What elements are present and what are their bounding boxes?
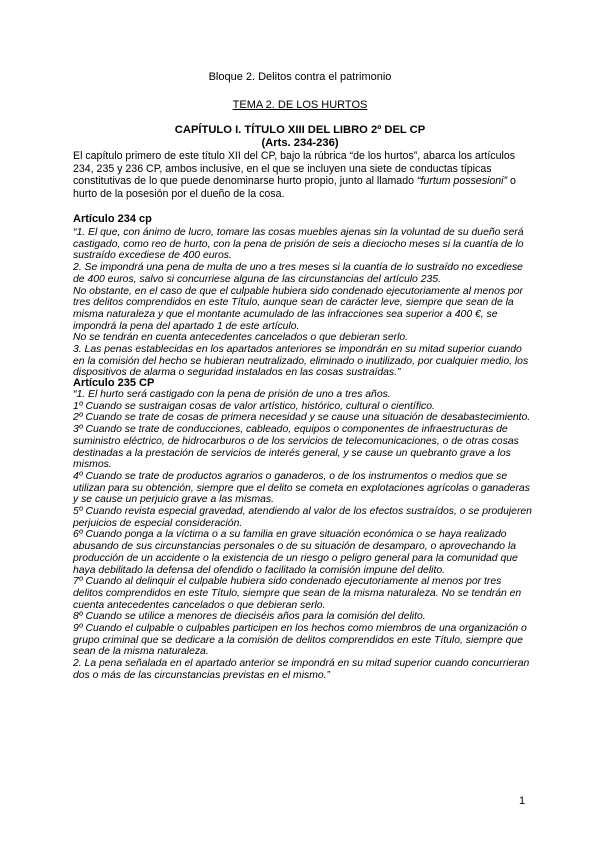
article-234-heading: Artículo 234 cp xyxy=(73,213,152,225)
intro-text-1: El capítulo primero de este título XII del CP, bajo la rúbrica “de los hurtos”, abarca los artículos 234, 235 y 236 CP, ambos inclusive, en el que se incluyen una siete de conductas típicas constitutivas de lo que puede denominarse hurto propio, junto al llamado xyxy=(73,150,516,188)
article-235-paragraph: 5º Cuando revista especial gravedad, atendiendo al valor de los efectos sustraídos, o se produjeren perjuicios de especial consideración. xyxy=(73,506,532,529)
article-234-paragraph: 2. Se impondrá una pena de multa de uno a tres meses si la cuantía de lo sustraído no excediese de 400 euros, salvo si concurriese alguna de las circunstancias del artículo 235. xyxy=(73,262,523,285)
article-235-paragraph: 1º Cuando se sustraigan cosas de valor artístico, histórico, cultural o científico. xyxy=(73,400,435,412)
article-235-paragraph: 2. La pena señalada en el apartado anterior se impondrá en su mitad superior cuando concurrieran dos o más de las circunstancias previstas en el mismo.” xyxy=(73,658,530,681)
article-235-text xyxy=(73,389,533,682)
block-title: Bloque 2. Delitos contra el patrimonio xyxy=(208,71,392,83)
article-235-paragraph: 3º Cuando se trate de conducciones, cableado, equipos o componentes de infraestructuras de suministro eléctrico, de hidrocarburos o de los servicios de telecomunicaciones, o de otras cosas destinadas a la prestación de servicios de interés general, y se cause un quebranto grave a los mismos. xyxy=(73,424,519,471)
article-234-paragraph: No obstante, en el caso de que el culpable hubiera sido condenado ejecutoriamente al menos por tres delitos comprendidos en este Título, aunque sean de carácter leve, siempre que sean de la misma naturaleza y que el montante acumulado de las infracciones sea superior a 400 €, se impondrá la pena del apartado 1 de este artículo. xyxy=(73,285,523,332)
article-234-text xyxy=(73,227,533,379)
intro-text-2: o hurto de la posesión por el dueño de la cosa. xyxy=(73,175,516,200)
article-235-paragraph: 6º Cuando ponga a la víctima o a su familia en grave situación económica o se haya realizado abusando de sus circunstancias personales o de su situación de desamparo, o aprovechando la producción de un accidente o la existencia de un riesgo o peligro general para la comunidad que haya debilitado la defensa del ofendido o facilitado la comisión impune del delito. xyxy=(73,529,518,576)
article-235-paragraph: 4º Cuando se trate de productos agrarios o ganaderos, o de los instrumentos o medios que se utilizan para su obtención, siempre que el delito se cometa en explotaciones agrícolas o ganaderas y se cause un perjuicio grave a las mismas. xyxy=(73,470,530,506)
article-235-paragraph: 8º Cuando se utilice a menores de dieciséis años para la comisión del delito. xyxy=(73,611,426,623)
chapter-title: CAPÍTULO I. TÍTULO XIII DEL LIBRO 2º DEL CP xyxy=(174,124,426,136)
article-234-paragraph: No se tendrán en cuenta antecedentes cancelados o que debieran serlo. xyxy=(73,332,409,344)
intro-paragraph xyxy=(73,150,531,200)
articles-range: (Arts. 234-236) xyxy=(261,137,339,149)
topic-title: TEMA 2. DE LOS HURTOS xyxy=(232,99,368,111)
article-235-paragraph: 7º Cuando al delinquir el culpable hubiera sido condenado ejecutoriamente al menos por tres delitos comprendidos en este Título, siempre que sean de la misma naturaleza. No se tendrán en cuenta antecedentes cancelados o que debieran serlo. xyxy=(73,576,522,611)
article-234-paragraph: 3. Las penas establecidas en los apartados anteriores se impondrán en su mitad superior cuando en la comisión del hecho se hubieran neutralizado, eliminado o inutilizado, por cualquier medio, los dispositivos de alarma o seguridad instalados en las cosas sustraídas.” xyxy=(73,344,529,379)
page-number: 1 xyxy=(519,795,526,807)
intro-italic: “furtum possesioni” xyxy=(416,175,508,188)
article-235-paragraph: 2º Cuando se trate de cosas de primera necesidad y se cause una situación de desabastecimiento. xyxy=(73,412,531,424)
article-235-heading: Artículo 235 CP xyxy=(73,377,155,389)
article-234-paragraph: “1. El que, con ánimo de lucro, tomare las cosas muebles ajenas sin la voluntad de su dueño será castigado, como reo de hurto, con la pena de prisión de seis a dieciocho meses si la cuantía de lo sustraído excediese de 400 euros. xyxy=(73,227,524,262)
article-235-paragraph: “1. El hurto será castigado con la pena de prisión de uno a tres años. xyxy=(73,389,391,400)
chapter-heading xyxy=(0,124,600,150)
article-235-paragraph: 9º Cuando el culpable o culpables participen en los hechos como miembros de una organización o grupo criminal que se dedicare a la comisión de delitos comprendidos en este Título, siempre que sean de la misma naturaleza. xyxy=(73,623,527,658)
